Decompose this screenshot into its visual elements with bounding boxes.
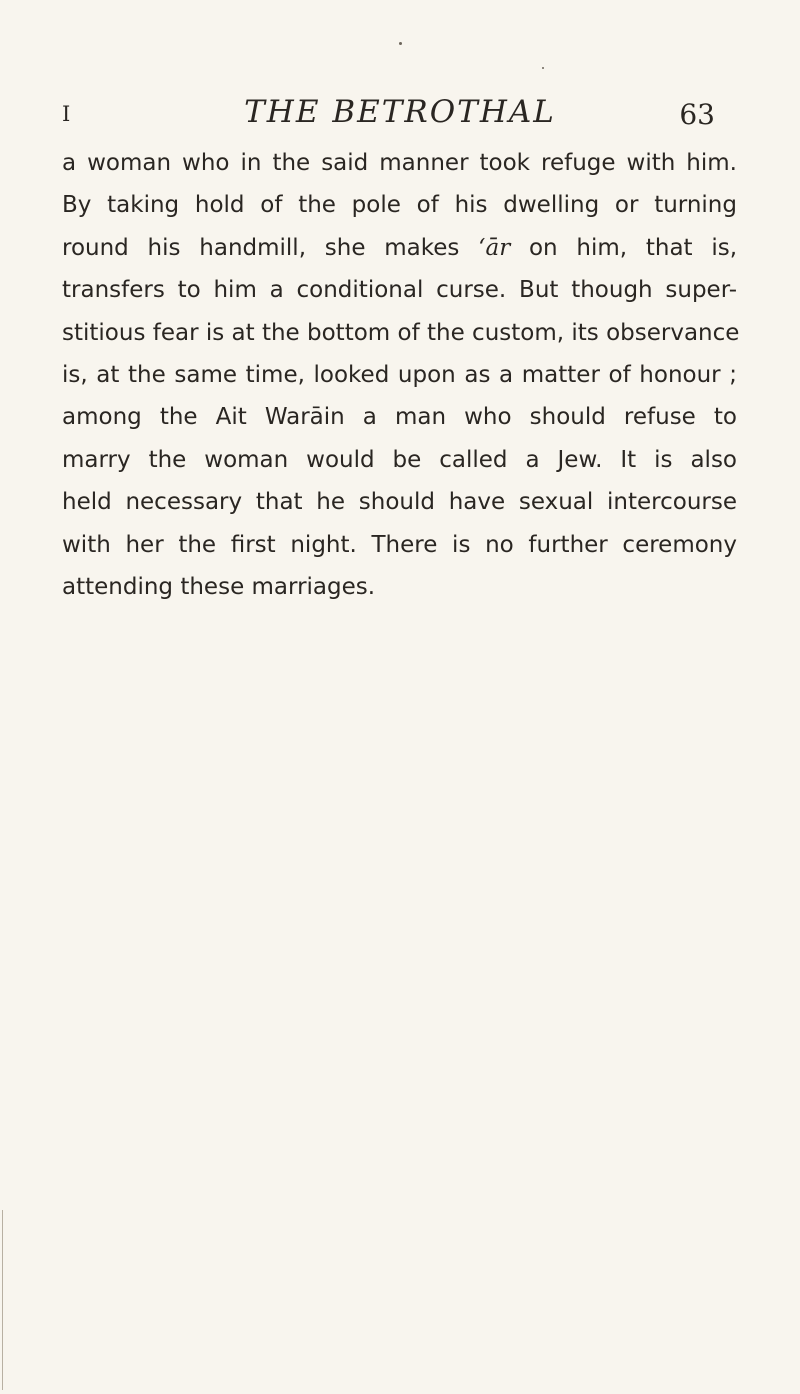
text-line-1: a woman who in the said manner took refuge with him. [62, 150, 737, 176]
page-header [0, 94, 800, 134]
paper-speck [399, 42, 402, 45]
text-line-2: By taking hold of the pole of his dwelling or turning [62, 192, 737, 219]
text-line-9: held necessary that he should have sexual intercourse [62, 489, 737, 516]
paper-speck [542, 67, 544, 69]
text-line-7: among the Ait Warāin a man who should refuse to [62, 404, 737, 431]
text-line-10: with her the first night. There is no further ceremony [62, 531, 737, 558]
page-number: 63 [679, 98, 715, 131]
chapter-number: I [62, 102, 72, 126]
text-line-8: marry the woman would be called a Jew. It is also [62, 446, 737, 473]
text-line-5: stitious fear is at the bottom of the custom, its observance [62, 319, 740, 346]
text-line-3-start: round his handmill, she makes [62, 234, 479, 261]
text-line-6: is, at the same time, looked upon as a matter of honour ; [62, 361, 737, 388]
text-line-11: attending these marriages. [62, 573, 376, 600]
text-line-4: transfers to him a conditional curse. But though super- [62, 277, 737, 304]
text-line-3 [62, 227, 737, 269]
page-edge-shadow [2, 1210, 3, 1390]
text-line-3-end: on him, that is, [510, 234, 738, 261]
transliterated-term: ‘ār [478, 234, 511, 261]
running-title: THE BETROTHAL [244, 94, 556, 130]
body-paragraph [62, 142, 740, 608]
